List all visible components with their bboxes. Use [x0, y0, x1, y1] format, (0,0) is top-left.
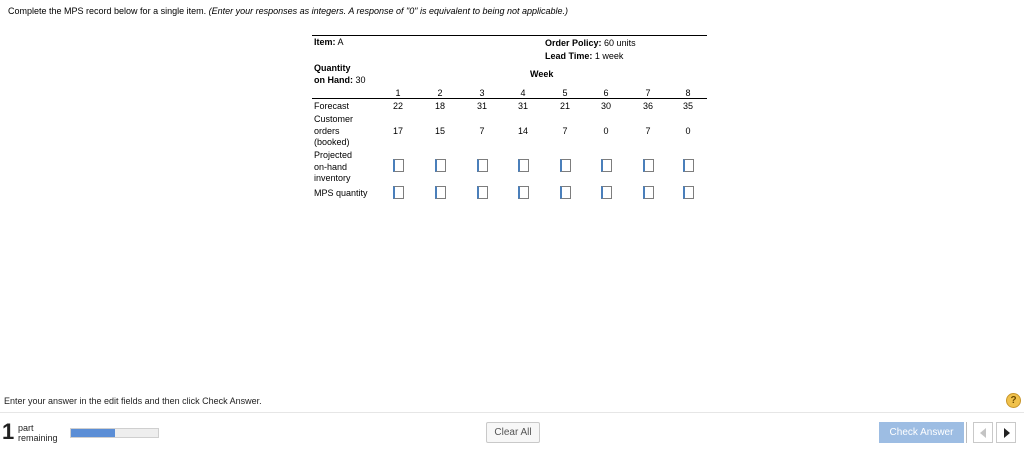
order-policy-label: Order Policy:: [545, 38, 602, 48]
projected-line1: Projected: [314, 150, 353, 160]
mps-quantity-label: MPS quantity: [314, 188, 368, 198]
customer-orders-label: [314, 114, 353, 149]
arrow-left-icon: [980, 428, 986, 438]
footer-divider: [0, 412, 1024, 413]
forecast-cell-4: 31: [517, 101, 528, 111]
previous-button[interactable]: [973, 422, 993, 443]
mps-quantity-input-7[interactable]: [643, 186, 654, 199]
next-button[interactable]: [996, 422, 1016, 443]
customer-orders-cell-5: 7: [562, 126, 568, 136]
week-number-3: 3: [479, 88, 485, 98]
instructions-main: Complete the MPS record below for a single item.: [8, 6, 207, 16]
quantity-value: 30: [355, 74, 366, 85]
nav-separator: [966, 422, 967, 443]
customer-orders-cell-8: 0: [685, 126, 691, 136]
customer-orders-cell-7: 7: [645, 126, 651, 136]
customer-orders-cell-1: 17: [392, 126, 403, 136]
mps-quantity-input-8[interactable]: [683, 186, 694, 199]
instructions: [8, 6, 568, 16]
mps-quantity-input-6[interactable]: [601, 186, 612, 199]
projected-input-3[interactable]: [477, 159, 488, 172]
parts-remaining-number: 1: [2, 419, 15, 444]
week-number-7: 7: [645, 88, 651, 98]
mps-quantity-input-2[interactable]: [435, 186, 446, 199]
customer-orders-cell-3: 7: [479, 126, 485, 136]
projected-label: [314, 150, 352, 185]
week-number-1: 1: [395, 88, 401, 98]
forecast-cell-1: 22: [392, 101, 403, 111]
projected-input-6[interactable]: [601, 159, 612, 172]
mps-quantity-input-5[interactable]: [560, 186, 571, 199]
order-policy-value: 60 units: [604, 38, 636, 48]
forecast-cell-2: 18: [434, 101, 445, 111]
help-icon[interactable]: ?: [1006, 393, 1021, 408]
week-number-6: 6: [603, 88, 609, 98]
projected-input-8[interactable]: [683, 159, 694, 172]
arrow-right-icon: [1004, 428, 1010, 438]
forecast-cell-7: 36: [642, 101, 653, 111]
parts-line2: remaining: [18, 433, 58, 443]
quantity-on-hand: [314, 63, 366, 86]
parts-remaining-text: [18, 423, 58, 443]
progress-fill: [71, 429, 115, 437]
mps-record: [312, 34, 707, 204]
customer-orders-line3: (booked): [314, 137, 350, 147]
check-answer-button[interactable]: Check Answer: [879, 422, 964, 443]
mps-quantity-input-1[interactable]: [393, 186, 404, 199]
instructions-note: (Enter your responses as integers. A response of "0" is equivalent to being not applicable.): [208, 6, 569, 16]
lead-time-label: Lead Time:: [545, 51, 593, 61]
progress-bar: [70, 428, 159, 438]
projected-input-4[interactable]: [518, 159, 529, 172]
item-label-text: Item:: [314, 37, 336, 47]
projected-input-5[interactable]: [560, 159, 571, 172]
projected-line2: on-hand: [314, 161, 348, 172]
quantity-label-line1: Quantity: [314, 63, 351, 73]
week-number-4: 4: [520, 88, 526, 98]
week-rule: [312, 98, 707, 99]
projected-input-2[interactable]: [435, 159, 446, 172]
mps-quantity-input-3[interactable]: [477, 186, 488, 199]
week-number-8: 8: [685, 88, 691, 98]
customer-orders-cell-2: 15: [434, 126, 445, 136]
quantity-label-line2: on Hand:: [314, 74, 353, 85]
forecast-cell-3: 31: [476, 101, 487, 111]
forecast-label: Forecast: [314, 101, 350, 111]
projected-input-1[interactable]: [393, 159, 404, 172]
clear-all-button[interactable]: Clear All: [486, 422, 540, 443]
top-rule: [312, 35, 707, 36]
forecast-cell-5: 21: [559, 101, 570, 111]
forecast-cell-8: 35: [682, 101, 693, 111]
item-label: [314, 37, 344, 49]
parts-line1: part: [18, 423, 34, 433]
customer-orders-cell-4: 14: [517, 126, 528, 136]
customer-orders-cell-6: 0: [603, 126, 609, 136]
week-number-2: 2: [437, 88, 443, 98]
customer-orders-line2: orders: [314, 125, 340, 136]
customer-orders-line1: Customer: [314, 114, 354, 124]
projected-line3: inventory: [314, 173, 351, 183]
forecast-cell-6: 30: [600, 101, 611, 111]
lead-time-value: 1 week: [594, 51, 624, 61]
week-header: Week: [530, 69, 554, 79]
projected-input-7[interactable]: [643, 159, 654, 172]
mps-quantity-input-4[interactable]: [518, 186, 529, 199]
week-number-5: 5: [562, 88, 568, 98]
item-value: A: [337, 37, 344, 47]
hint-text: Enter your answer in the edit fields and then click Check Answer.: [4, 396, 262, 406]
lead-time: [545, 50, 623, 63]
order-policy: [545, 37, 636, 50]
